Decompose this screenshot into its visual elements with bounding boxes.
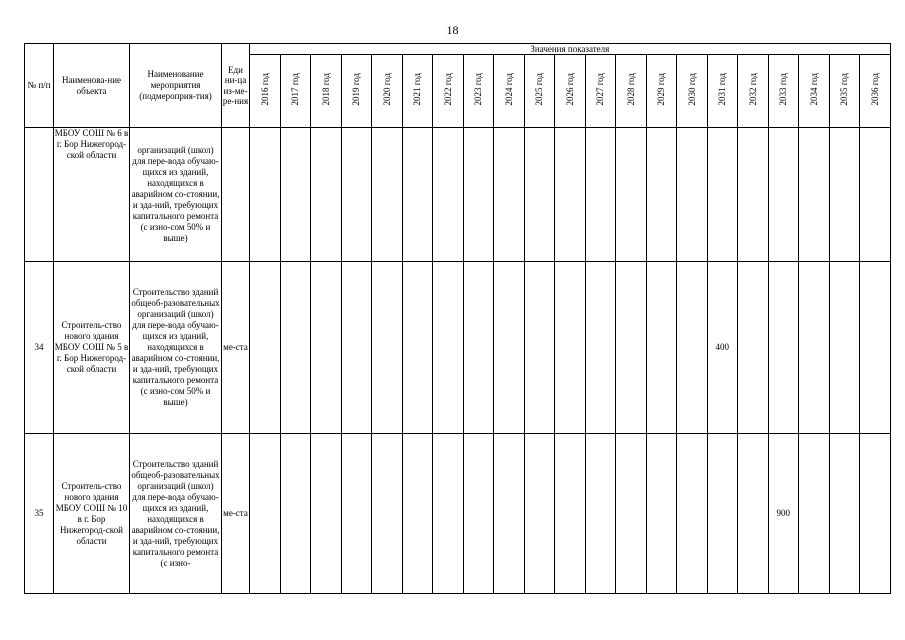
table-body bbox=[25, 128, 891, 594]
value-cell bbox=[494, 434, 525, 594]
year-header-label: 2036 год bbox=[869, 73, 880, 106]
year-header-label: 2018 год bbox=[320, 73, 331, 106]
year-header-label: 2022 год bbox=[442, 73, 453, 106]
value-cell bbox=[494, 128, 525, 262]
header-num: № п/п bbox=[25, 44, 54, 128]
value-cell bbox=[280, 262, 311, 434]
value-cell bbox=[433, 434, 464, 594]
row-number: 34 bbox=[25, 262, 54, 434]
value-cell bbox=[738, 128, 769, 262]
value-cell bbox=[250, 434, 281, 594]
header-unit: Еди ни-ца из-ме-ре-ния bbox=[222, 44, 250, 128]
year-header-label: 2030 год bbox=[686, 73, 697, 106]
year-header bbox=[768, 55, 799, 128]
value-cell bbox=[524, 434, 555, 594]
year-header-label: 2028 год bbox=[625, 73, 636, 106]
year-header-label: 2032 год bbox=[747, 73, 758, 106]
value-cell bbox=[616, 128, 647, 262]
value-cell bbox=[555, 434, 586, 594]
value-cell bbox=[646, 262, 677, 434]
year-header-label: 2019 год bbox=[351, 73, 362, 106]
row-number: 35 bbox=[25, 434, 54, 594]
value-cell bbox=[494, 262, 525, 434]
unit-cell: ме-ста bbox=[222, 434, 250, 594]
year-header bbox=[616, 55, 647, 128]
year-header-label: 2029 год bbox=[656, 73, 667, 106]
value-cell bbox=[585, 434, 616, 594]
table-row bbox=[25, 262, 891, 434]
value-cell bbox=[555, 128, 586, 262]
value-cell bbox=[860, 128, 891, 262]
value-cell: 900 bbox=[768, 434, 799, 594]
value-cell bbox=[646, 434, 677, 594]
year-header-label: 2026 год bbox=[564, 73, 575, 106]
value-cell bbox=[250, 128, 281, 262]
value-cell bbox=[829, 434, 860, 594]
value-cell bbox=[341, 128, 372, 262]
value-cell bbox=[463, 434, 494, 594]
indicator-table bbox=[24, 43, 891, 594]
value-cell bbox=[372, 128, 403, 262]
value-cell bbox=[341, 262, 372, 434]
year-header bbox=[250, 55, 281, 128]
value-cell bbox=[707, 434, 738, 594]
value-cell bbox=[463, 128, 494, 262]
year-header bbox=[372, 55, 403, 128]
table-row bbox=[25, 434, 891, 594]
value-cell bbox=[402, 128, 433, 262]
year-header bbox=[463, 55, 494, 128]
value-cell bbox=[585, 262, 616, 434]
value-cell bbox=[402, 434, 433, 594]
header-values: Значения показателя bbox=[250, 44, 891, 55]
value-cell bbox=[799, 434, 830, 594]
value-cell bbox=[524, 262, 555, 434]
year-header bbox=[799, 55, 830, 128]
year-header bbox=[402, 55, 433, 128]
value-cell bbox=[677, 434, 708, 594]
year-header bbox=[738, 55, 769, 128]
value-cell bbox=[311, 262, 342, 434]
year-header bbox=[524, 55, 555, 128]
value-cell bbox=[280, 434, 311, 594]
value-cell bbox=[860, 434, 891, 594]
value-cell bbox=[433, 262, 464, 434]
year-header-label: 2016 год bbox=[259, 73, 270, 106]
year-header-label: 2023 год bbox=[473, 73, 484, 106]
value-cell bbox=[372, 262, 403, 434]
value-cell bbox=[433, 128, 464, 262]
value-cell bbox=[311, 128, 342, 262]
year-header-label: 2021 год bbox=[412, 73, 423, 106]
value-cell bbox=[616, 434, 647, 594]
year-header bbox=[311, 55, 342, 128]
value-cell: 400 bbox=[707, 262, 738, 434]
year-header bbox=[707, 55, 738, 128]
value-cell bbox=[616, 262, 647, 434]
value-cell bbox=[524, 128, 555, 262]
year-header-label: 2025 год bbox=[534, 73, 545, 106]
table-row bbox=[25, 128, 891, 262]
value-cell bbox=[646, 128, 677, 262]
object-name: Строитель-ство нового здания МБОУ СОШ № 5 в г. Бор Нижегород-ской области bbox=[54, 262, 130, 434]
header-object: Наименова-ние объекта bbox=[54, 44, 130, 128]
year-header bbox=[646, 55, 677, 128]
value-cell bbox=[768, 128, 799, 262]
unit-cell bbox=[222, 128, 250, 262]
event-name: Строительство зданий общеоб-разовательных организаций (школ) для пере-вода обучаю-щихся из зданий, находящихся в аварийном со-стоянии, и зда-ний, требующих капитального ремонта (с изно- bbox=[130, 434, 222, 594]
year-header bbox=[585, 55, 616, 128]
value-cell bbox=[768, 262, 799, 434]
year-header-label: 2020 год bbox=[381, 73, 392, 106]
value-cell bbox=[555, 262, 586, 434]
year-header bbox=[677, 55, 708, 128]
page-number: 18 bbox=[446, 23, 459, 37]
value-cell bbox=[738, 262, 769, 434]
year-header bbox=[280, 55, 311, 128]
year-header-label: 2031 год bbox=[717, 73, 728, 106]
unit-cell: ме-ста bbox=[222, 262, 250, 434]
value-cell bbox=[311, 434, 342, 594]
year-header bbox=[494, 55, 525, 128]
header-event: Наименование мероприятия (подмероприя-тия) bbox=[130, 44, 222, 128]
year-header-label: 2033 год bbox=[778, 73, 789, 106]
year-header bbox=[829, 55, 860, 128]
year-header-label: 2034 год bbox=[808, 73, 819, 106]
year-header bbox=[433, 55, 464, 128]
event-name: Строительство зданий общеоб-разовательных организаций (школ) для пере-вода обучаю-щихся из зданий, находящихся в аварийном со-стоянии, и зда-ний, требующих капитального ремонта (с изно-сом 50% и выше) bbox=[130, 262, 222, 434]
row-number bbox=[25, 128, 54, 262]
value-cell bbox=[799, 262, 830, 434]
year-header-label: 2027 год bbox=[595, 73, 606, 106]
event-name: организаций (школ) для пере-вода обучаю-щихся из зданий, находящихся в аварийном со-стоянии, и зда-ний, требующих капитального ремонта (с изно-сом 50% и выше) bbox=[130, 128, 222, 262]
object-name: МБОУ СОШ № 6 в г. Бор Нижегород-ской области bbox=[54, 128, 130, 262]
value-cell bbox=[250, 262, 281, 434]
value-cell bbox=[860, 262, 891, 434]
value-cell bbox=[829, 262, 860, 434]
value-cell bbox=[280, 128, 311, 262]
value-cell bbox=[738, 434, 769, 594]
year-header-label: 2035 год bbox=[839, 73, 850, 106]
year-header-label: 2017 год bbox=[290, 73, 301, 106]
value-cell bbox=[799, 128, 830, 262]
value-cell bbox=[402, 262, 433, 434]
year-header bbox=[860, 55, 891, 128]
value-cell bbox=[677, 262, 708, 434]
value-cell bbox=[463, 262, 494, 434]
year-header bbox=[555, 55, 586, 128]
value-cell bbox=[829, 128, 860, 262]
value-cell bbox=[707, 128, 738, 262]
object-name: Строитель-ство нового здания МБОУ СОШ № 10 в г. Бор Нижегород-ской области bbox=[54, 434, 130, 594]
value-cell bbox=[677, 128, 708, 262]
value-cell bbox=[372, 434, 403, 594]
year-header-label: 2024 год bbox=[503, 73, 514, 106]
year-header bbox=[341, 55, 372, 128]
value-cell bbox=[341, 434, 372, 594]
value-cell bbox=[585, 128, 616, 262]
